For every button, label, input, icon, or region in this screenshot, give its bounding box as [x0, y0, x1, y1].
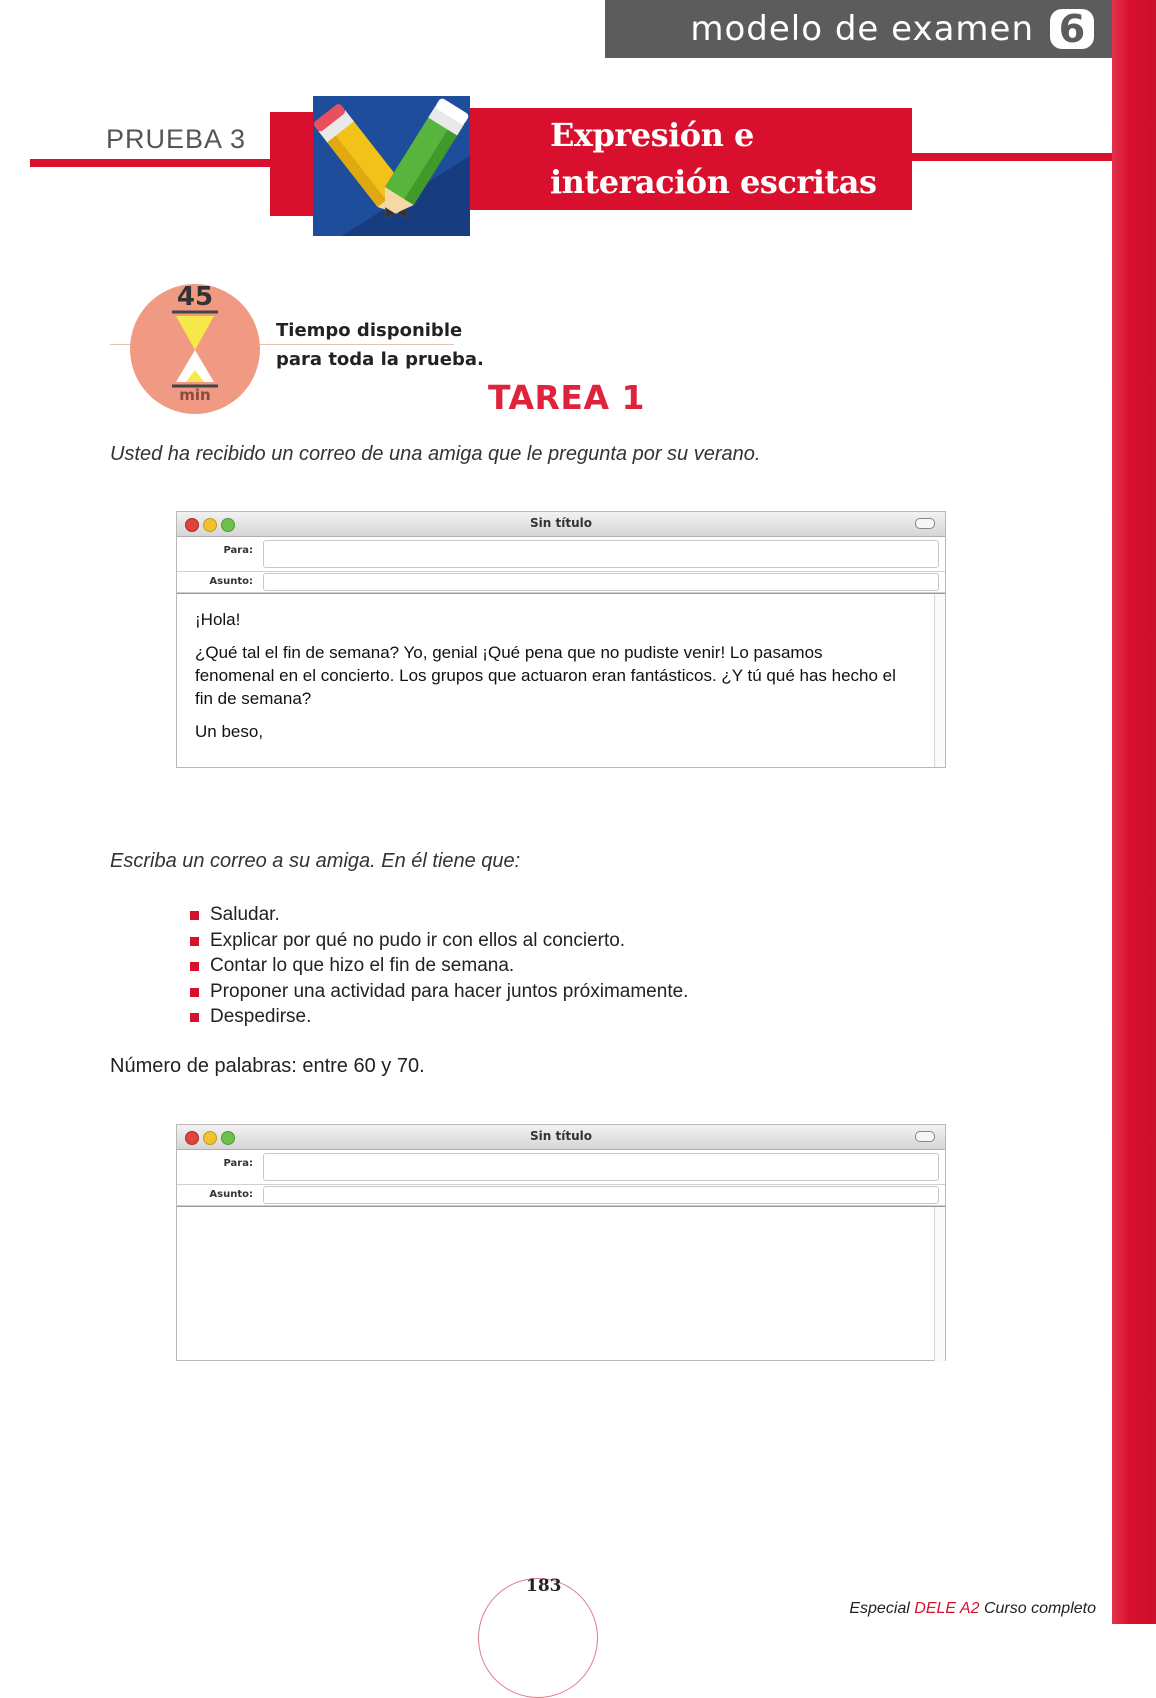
- footer-suffix: Curso completo: [983, 1600, 1096, 1617]
- subject-field[interactable]: [263, 573, 939, 591]
- exam-model-number: 6: [1050, 9, 1094, 49]
- email-titlebar: [177, 1125, 945, 1150]
- timer-badge: [130, 284, 260, 414]
- list-item: Proponer una actividad para hacer juntos próximamente.: [190, 979, 688, 1005]
- section-title-line2: interación escritas: [550, 163, 877, 201]
- list-item: Saludar.: [190, 902, 688, 928]
- footer-prefix: Especial: [849, 1600, 910, 1617]
- right-edge-band: [1112, 0, 1156, 1624]
- to-row: [177, 537, 945, 572]
- page-number: 183: [526, 1576, 562, 1596]
- task-intro: Usted ha recibido un correo de una amiga que le pregunta por su verano.: [110, 443, 761, 465]
- toolbar-toggle-icon[interactable]: [915, 1131, 935, 1142]
- to-field[interactable]: [263, 540, 939, 568]
- exam-model-header: [605, 0, 1112, 58]
- section-title-line1: Expresión e: [550, 116, 754, 154]
- subject-field[interactable]: [263, 1186, 939, 1204]
- to-label: Para:: [223, 1158, 253, 1169]
- word-count: Número de palabras: entre 60 y 70.: [110, 1055, 425, 1077]
- email-closing: Un beso,: [195, 722, 264, 741]
- timer-caption-line1: Tiempo disponible: [276, 320, 463, 341]
- email-window-title: Sin título: [530, 1129, 592, 1143]
- email-scrollbar[interactable]: [934, 594, 945, 767]
- email-greeting: ¡Hola!: [195, 610, 241, 629]
- section-title-banner: [470, 108, 912, 210]
- subject-row: [177, 1185, 945, 1206]
- to-label: Para:: [223, 545, 253, 556]
- exam-model-label: modelo de examen: [690, 9, 1034, 49]
- banner-stub: [270, 112, 314, 216]
- list-item: Explicar por qué no pudo ir con ellos al concierto.: [190, 928, 688, 954]
- timer-caption-line2: para toda la prueba.: [276, 349, 484, 370]
- reply-email-window: [176, 1124, 946, 1361]
- list-item: Contar lo que hizo el fin de semana.: [190, 953, 688, 979]
- email-scrollbar[interactable]: [934, 1207, 945, 1361]
- reply-body-area[interactable]: [177, 1206, 945, 1361]
- list-item: Despedirse.: [190, 1004, 688, 1030]
- email-body[interactable]: [177, 593, 945, 767]
- received-email-window: [176, 511, 946, 768]
- timer-minutes: 45: [176, 282, 214, 312]
- prueba-rule-right: [910, 153, 1112, 161]
- subject-label: Asunto:: [209, 576, 253, 587]
- instructions-list: [190, 902, 688, 1030]
- email-titlebar: [177, 512, 945, 537]
- footer-credit: [849, 1600, 1096, 1618]
- footer-brand: DELE A2: [914, 1600, 980, 1617]
- email-message: ¿Qué tal el fin de semana? Yo, genial ¡Qué pena que no pudiste venir! Lo pasamos fenomenal en el concierto. Los grupos que actuaron eran fantásticos. ¿Y tú qué has hecho el fin de semana?: [195, 643, 896, 708]
- subject-label: Asunto:: [209, 1189, 253, 1200]
- pencils-icon: [313, 96, 470, 236]
- page-number-arc: [478, 1578, 598, 1698]
- instructions-intro: Escriba un correo a su amiga. En él tiene que:: [110, 850, 521, 872]
- to-field[interactable]: [263, 1153, 939, 1181]
- prueba-rule-left: [30, 159, 270, 167]
- email-window-title: Sin título: [530, 516, 592, 530]
- task-title: TAREA 1: [488, 378, 645, 417]
- prueba-label: PRUEBA 3: [106, 124, 247, 154]
- subject-row: [177, 572, 945, 593]
- timer-unit: min: [179, 386, 211, 404]
- to-row: [177, 1150, 945, 1185]
- toolbar-toggle-icon[interactable]: [915, 518, 935, 529]
